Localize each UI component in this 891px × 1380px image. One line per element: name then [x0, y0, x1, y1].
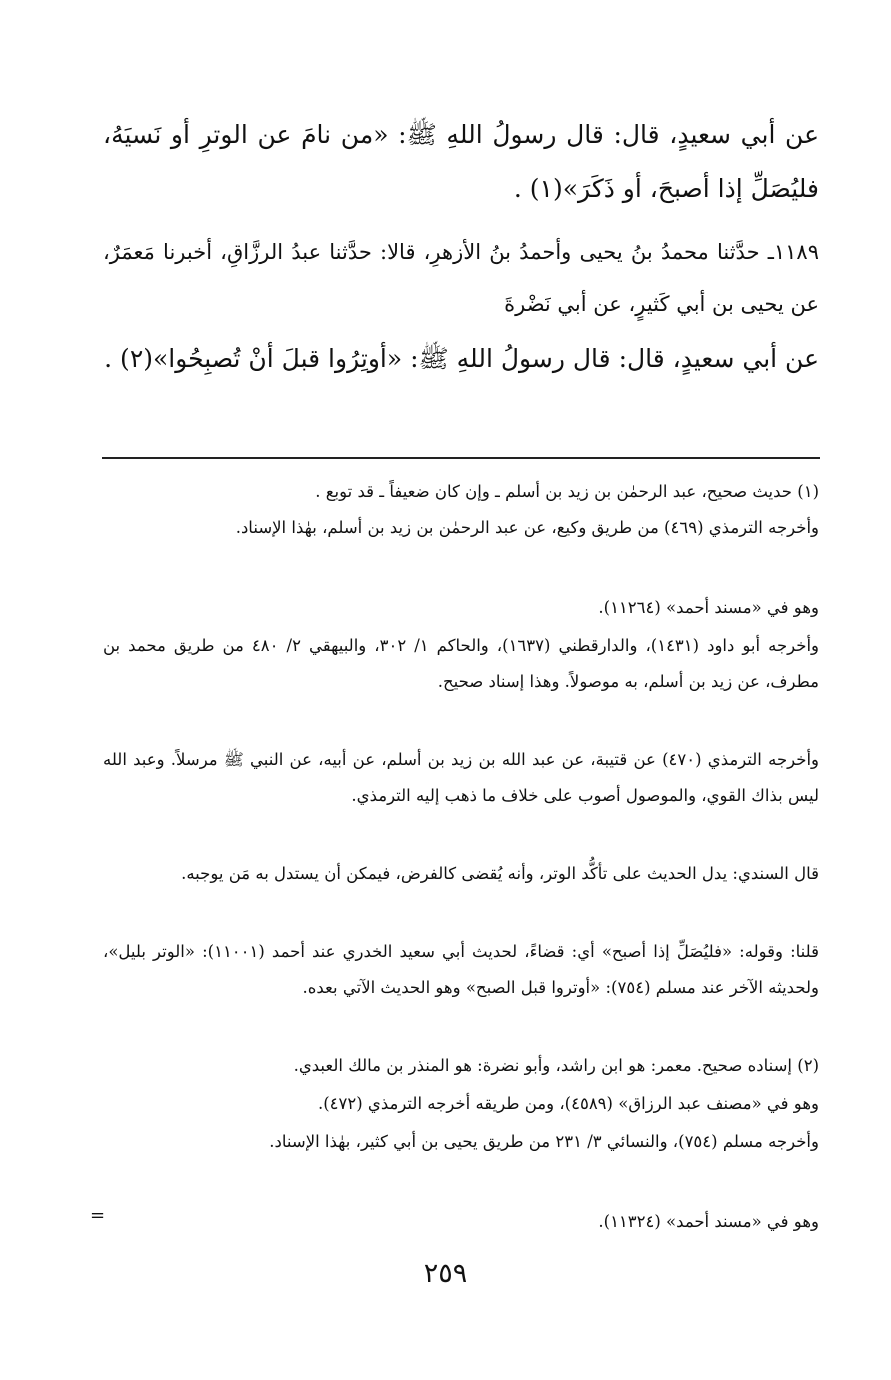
footnote-1-musnad: وهو في «مسند أحمد» (١١٢٦٤).: [598, 598, 819, 617]
continuation-mark: =: [90, 1205, 106, 1226]
footnote-1-tirmidhi-mursal: وأخرجه الترمذي (٤٧٠) عن قتيبة، عن عبد الله بن زيد بن أسلم، عن أبيه، عن النبي ﷺ مرسلاً. وعبد الله ليس بذاك القوي، والموصول أصوب على خلاف ما ذهب إليه الترمذي.: [103, 750, 820, 805]
hadith-1188-text: عن أبي سعيدٍ، قال: قال رسولُ اللهِ ﷺ: «من نامَ عن الوترِ أو نَسيَهُ، فليُصَلِّ إذا أصبحَ، أو ذَكَرَ»(١) .: [103, 120, 819, 203]
page-number: ٢٥٩: [423, 1258, 468, 1289]
footnote-2-musannaf: وهو في «مصنف عبد الرزاق» (٤٥٨٩)، ومن طريقه أخرجه الترمذي (٤٧٢).: [317, 1094, 819, 1113]
footnote-1-abu-dawud: وأخرجه أبو داود (١٤٣١)، والدارقطني (١٦٣٧)، والحاكم ١/ ٣٠٢، والبيهقي ٢/ ٤٨٠ من طريق محمد بن مطرف، عن زيد بن أسلم، به موصولاً. وهذا إسناد صحيح.: [103, 636, 820, 691]
hadith-1189-isnad: ١١٨٩ـ حدَّثنا محمدُ بنُ يحيى وأحمدُ بنُ الأزهرِ، قالا: حدَّثنا عبدُ الرزَّاقِ، أخبرنا مَعمَرٌ، عن يحيى بن أبي كَثيرٍ، عن أبي نَضْرةَ: [103, 240, 819, 316]
hadith-1189-text: عن أبي سعيدٍ، قال: قال رسولُ اللهِ ﷺ: «أوتِرُوا قبلَ أنْ تُصبِحُوا»(٢) .: [104, 344, 819, 373]
footnote-2-musnad: وهو في «مسند أحمد» (١١٣٢٤).: [598, 1212, 819, 1231]
footnote-2-muslim: وأخرجه مسلم (٧٥٤)، والنسائي ٣/ ٢٣١ من طريق يحيى بن أبي كثير، بهٰذا الإسناد.: [269, 1132, 819, 1151]
footnote-1-line: (١) حديث صحيح، عبد الرحمٰن بن زيد بن أسلم ـ وإن كان ضعيفاً ـ قد توبع .: [315, 482, 819, 501]
footnote-2-line: (٢) إسناده صحيح. معمر: هو ابن راشد، وأبو نضرة: هو المنذر بن مالك العبدي.: [293, 1056, 819, 1075]
footnote-1-qulna: قلنا: وقوله: «فليُصَلِّ إذا أصبح» أي: قضاءً، لحديث أبي سعيد الخدري عند أحمد (١١٠٠١): «الوتر بليل»، ولحديثه الآخر عند مسلم (٧٥٤): «أوتروا قبل الصبح» وهو الحديث الآتي بعده.: [103, 942, 819, 997]
footnote-1-sindi: قال السندي: يدل الحديث على تأكُّد الوتر، وأنه يُقضى كالفرض، فيمكن أن يستدل به مَن يوجبه.: [181, 864, 819, 883]
footnote-1-tirmidhi: وأخرجه الترمذي (٤٦٩) من طريق وكيع، عن عبد الرحمٰن بن زيد بن أسلم، بهٰذا الإسناد.: [235, 518, 819, 537]
footnote-divider: [102, 457, 820, 459]
